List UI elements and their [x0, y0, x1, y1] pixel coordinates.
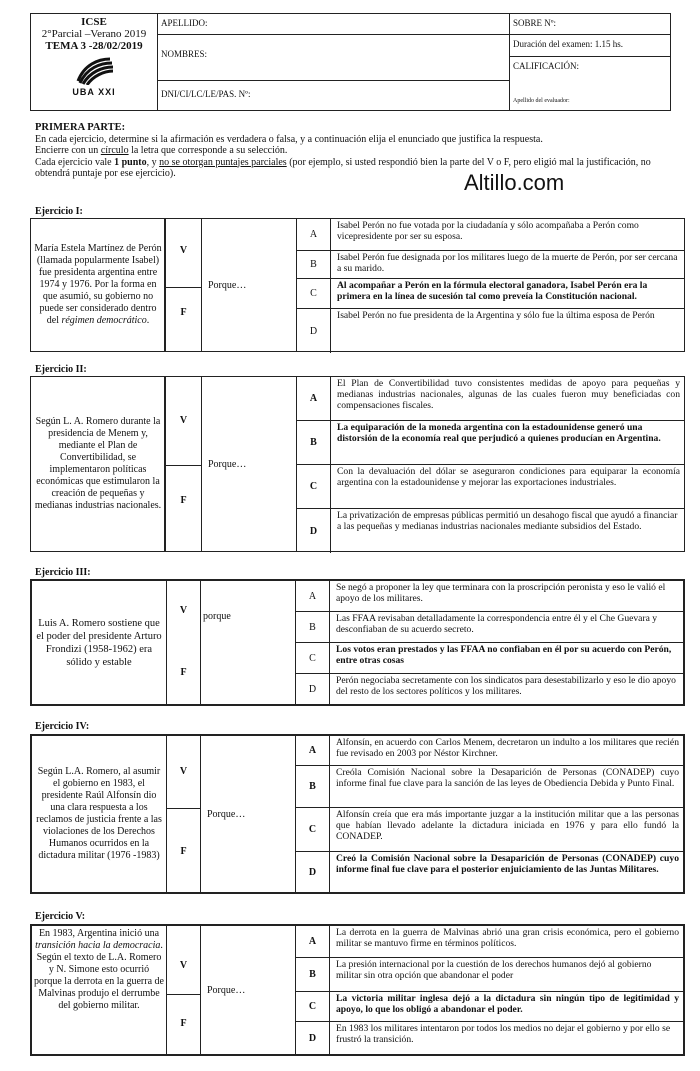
option-letter[interactable]: C: [297, 279, 331, 308]
exercise-3: [30, 579, 685, 706]
option-f[interactable]: F: [180, 495, 187, 506]
option-text: Isabel Perón no fue presidenta de la Argentina y sólo fue la última esposa de Perón: [337, 310, 655, 321]
option-letter[interactable]: D: [296, 1022, 330, 1054]
option-letter[interactable]: D: [297, 509, 331, 553]
option-row[interactable]: [296, 992, 683, 1022]
option-row[interactable]: [297, 377, 684, 421]
option-v[interactable]: V: [179, 960, 188, 971]
exercise-3-stem: Luis A. Romero sostiene que el poder del presidente Arturo Frondizi (1958-1962) era sólido y estable: [32, 581, 167, 704]
duracion-text: Duración del examen: 1.15 hs.: [510, 35, 670, 57]
option-letter[interactable]: D: [296, 674, 330, 704]
exercise-2-stem: Según L. A. Romero durante la presidencia de Menem y, mediante el Plan de Convertibilidad, se implementaron políticas económicas que estimularon la creación de pequeñas y medianas industrias nacionales.: [31, 377, 166, 551]
exercise-5: [30, 924, 685, 1056]
exercise-2: [30, 376, 685, 552]
option-v[interactable]: V: [179, 766, 188, 777]
option-row[interactable]: [296, 808, 683, 852]
option-letter[interactable]: D: [296, 852, 330, 892]
option-text: Creóla Comisión Nacional sobre la Desaparición de Personas (CONADEP) cuyo informe final fue clave para la sanción de las leyes de Obediencia Debida y Punto Final.: [336, 767, 679, 789]
option-text: Alfonsín, en acuerdo con Carlos Menem, decretaron un indulto a los militares que recién fue revisado en 2003 por Néstor Kirchner.: [336, 737, 679, 759]
option-text: Con la devaluación del dólar se aseguraron condiciones para equiparar la economía argentina con la estadounidense y mejorar las exportaciones industriales.: [337, 466, 680, 488]
logo-block: [31, 14, 158, 110]
option-row[interactable]: [296, 643, 683, 674]
option-f[interactable]: F: [180, 667, 187, 678]
porque-label: Porque…: [201, 926, 296, 1054]
option-text: El Plan de Convertibilidad tuvo consistentes medidas de apoyo para pequeñas y medianas industrias nacionales, algunas de las cuales fueron muy beneficiadas con compensaciones fiscales.: [337, 378, 680, 411]
option-row[interactable]: [297, 465, 684, 509]
option-text: La equiparación de la moneda argentina con la estadounidense generó una distorsión de la economía real que perjudicó a quienes producían en Argentina.: [337, 422, 661, 444]
option-letter[interactable]: C: [296, 808, 330, 851]
instruction-line-3: Cada ejercicio vale 1 punto, y no se otorgan puntajes parciales (por ejemplo, si usted respondió bien la parte del V o F, pero eligió mal la justificación, no obtendrá puntaje por ese ejercicio).: [35, 156, 651, 179]
option-text: Creó la Comisión Nacional sobre la Desaparición de Personas (CONADEP) cuyo informe final fue clave para el posterior enjuiciamiento de las Juntas Militares.: [336, 853, 679, 875]
porque-label: porque: [201, 581, 296, 704]
option-letter[interactable]: A: [296, 736, 330, 765]
option-row[interactable]: [296, 736, 683, 766]
option-letter[interactable]: B: [296, 766, 330, 807]
exercise-1-options: [297, 219, 684, 351]
logo-line2: 2°Parcial –Verano 2019: [41, 28, 147, 40]
option-text: Alfonsín creía que era más importante juzgar a la institución militar que a las personas que habían llevado adelante la dictadura iniciada en 1976 y para ello fundó la CONADEP.: [336, 809, 679, 842]
logo-brand: UBA XXI: [72, 87, 116, 97]
exercise-2-options: [297, 377, 684, 551]
option-letter[interactable]: A: [297, 219, 331, 250]
exercise-1-title: Ejercicio I:: [35, 206, 83, 217]
option-letter[interactable]: A: [297, 377, 331, 420]
exercise-2-vf: [166, 377, 202, 551]
option-row[interactable]: [296, 766, 683, 808]
dni-field[interactable]: DNI/CI/LC/LE/PAS. Nº:: [161, 89, 251, 99]
option-text: Al acompañar a Perón en la fórmula electoral ganadora, Isabel Perón era la primera en la línea de sucesión tal como preveía la Constitución nacional.: [337, 280, 648, 302]
calificacion-field[interactable]: CALIFICACIÓN:: [513, 61, 580, 71]
logo-line1: ICSE: [81, 16, 107, 28]
option-text: En 1983 los militares intentaron por todos los medios no dejar el gobierno y por ello se frustró la transición.: [336, 1023, 671, 1045]
option-row[interactable]: [297, 251, 684, 279]
option-letter[interactable]: A: [296, 581, 330, 611]
exercise-2-title: Ejercicio II:: [35, 364, 87, 375]
option-letter[interactable]: C: [297, 465, 331, 508]
instructions: [35, 122, 675, 180]
option-f[interactable]: F: [180, 1018, 187, 1029]
instruction-line-1: En cada ejercicio, determine si la afirmación es verdadera o falsa, y a continuación elija el enunciado que justifica la respuesta.: [35, 133, 543, 145]
option-row[interactable]: [296, 958, 683, 992]
option-text: La derrota en la guerra de Malvinas abrió una gran crisis económica, pero el gobierno militar se mantuvo firme en términos políticos.: [336, 927, 679, 949]
option-text: La victoria militar inglesa dejó a la dictadura sin ningún tipo de legitimidad y apoyo, lo que los obligó a abandonar el poder.: [336, 993, 679, 1015]
exam-header: [30, 13, 671, 111]
option-text: La presión internacional por la cuestión de los derechos humanos dejó al gobierno militar sin otra opción que abandonar el poder: [336, 959, 652, 981]
option-letter[interactable]: A: [296, 926, 330, 957]
option-letter[interactable]: B: [296, 958, 330, 991]
option-row[interactable]: [296, 581, 683, 612]
exercise-1: [30, 218, 685, 352]
exercise-1-vf: [166, 219, 202, 351]
porque-label: Porque…: [202, 219, 297, 351]
option-row[interactable]: [296, 612, 683, 643]
exercise-5-stem: En 1983, Argentina inició una transición hacia la democracia. Según el texto de L.A. Romero y N. Simone esto ocurrió porque la derrota en la guerra de Malvinas produjo el derrumbe del gobierno militar.: [32, 926, 167, 1054]
option-v[interactable]: V: [179, 605, 188, 616]
option-text: Isabel Perón no fue votada por la ciudadanía y sólo acompañaba a Perón como vicepresidente por ser su esposa.: [337, 220, 639, 242]
student-fields: [158, 14, 510, 110]
option-row[interactable]: [297, 309, 684, 353]
option-text: Se negó a proponer la ley que terminara con la proscripción peronista y eso le valió el apoyo de los militares.: [336, 582, 666, 604]
exercise-4-vf: [167, 736, 201, 892]
option-text: Isabel Perón fue designada por los militares luego de la muerte de Perón, por ser cercana a su marido.: [337, 252, 678, 274]
option-letter[interactable]: D: [297, 309, 331, 353]
option-row[interactable]: [297, 279, 684, 309]
logo-line3: TEMA 3 -28/02/2019: [45, 40, 143, 52]
option-f[interactable]: F: [180, 307, 187, 318]
option-text: Los votos eran prestados y las FFAA no confiaban en él por su acuerdo con Perón, entre otras cosas: [336, 644, 672, 666]
option-row[interactable]: [296, 1022, 683, 1054]
option-letter[interactable]: B: [297, 251, 331, 278]
option-text: Perón negociaba secretamente con los sindicatos para desestabilizarlo y eso le dio apoyo del resto de los sectores políticos y los militares.: [336, 675, 676, 697]
evaluador-field[interactable]: Apellido del evaluador:: [513, 98, 570, 104]
exercise-4-title: Ejercicio IV:: [35, 721, 90, 732]
porque-label: Porque…: [201, 736, 296, 892]
exercise-4-options: [296, 736, 683, 892]
exercise-4-stem: Según L.A. Romero, al asumir el gobierno en 1983, el presidente Raúl Alfonsín dio una clara respuesta a los reclamos de justicia frente a las violaciones de los Derechos Humanos ocurridos en la dictadura militar (1976 -1983): [32, 736, 167, 892]
option-row[interactable]: [296, 852, 683, 892]
option-row[interactable]: [297, 421, 684, 465]
option-row[interactable]: [296, 674, 683, 704]
option-v[interactable]: V: [179, 245, 188, 256]
option-row[interactable]: [297, 509, 684, 553]
option-row[interactable]: [297, 219, 684, 251]
section-title: PRIMERA PARTE:: [35, 122, 126, 133]
exercise-5-options: [296, 926, 683, 1054]
sobre-field[interactable]: SOBRE Nº:: [510, 14, 670, 35]
exercise-1-stem: María Estela Martínez de Perón (llamada popularmente Isabel) fue presidenta argentina entre 1974 y 1976. Por la forma en que asumió, su gobierno no puede ser considerado dentro del régimen democrático.: [31, 219, 166, 351]
instruction-line-2: Encierre con un círculo la letra que corresponde a su selección.: [35, 145, 288, 156]
option-letter[interactable]: C: [296, 992, 330, 1021]
exercise-4: [30, 734, 685, 894]
exercise-3-options: [296, 581, 683, 704]
exam-info: [510, 14, 670, 110]
option-f[interactable]: F: [180, 846, 187, 857]
exercise-3-vf: [167, 581, 201, 704]
option-letter[interactable]: B: [296, 612, 330, 642]
exercise-5-title: Ejercicio V:: [35, 911, 86, 922]
option-letter[interactable]: B: [297, 421, 331, 464]
watermark: Altillo.com: [464, 170, 565, 195]
apellido-field[interactable]: APELLIDO:: [158, 14, 509, 35]
option-letter[interactable]: C: [296, 643, 330, 673]
exercise-5-vf: [167, 926, 201, 1054]
exercise-3-title: Ejercicio III:: [35, 567, 91, 578]
option-text: Las FFAA revisaban detalladamente la correspondencia entre él y el Che Guevara y desconfiaban de su acuerdo secreto.: [336, 613, 658, 635]
option-row[interactable]: [296, 926, 683, 958]
option-text: La privatización de empresas públicas permitió un desahogo fiscal que ayudó a financiar a las pequeñas y medianas industrias nacionales mediante subsidios del Estado.: [337, 510, 678, 532]
option-v[interactable]: V: [179, 415, 188, 426]
uba-logo-icon: [74, 55, 114, 85]
nombres-field[interactable]: NOMBRES:: [158, 35, 509, 81]
porque-label: Porque…: [202, 377, 297, 551]
